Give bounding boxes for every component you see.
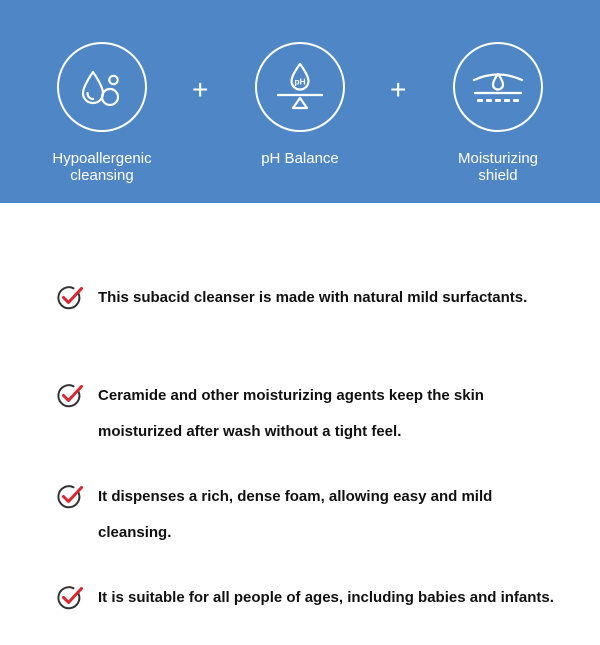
- plus-separator: +: [192, 74, 209, 105]
- benefit-text: Ceramide and other moisturizing agents keep the skin moisturized after wash without a tight feel.: [98, 387, 484, 440]
- feature-label: pH Balance: [261, 150, 339, 167]
- benefit-item: [56, 584, 576, 616]
- feature-circle: [255, 42, 345, 132]
- check-circle-icon: [56, 284, 84, 312]
- feature-circle: [453, 42, 543, 132]
- svg-text:pH: pH: [294, 76, 306, 87]
- feature-hypoallergenic: [27, 42, 177, 184]
- feature-ph-balance: [225, 42, 375, 167]
- water-drops-icon: [75, 60, 129, 114]
- ph-balance-icon: [270, 57, 330, 117]
- benefit-text: It is suitable for all people of ages, including babies and infants.: [98, 589, 554, 606]
- benefit-item: [56, 483, 576, 551]
- feature-label: Hypoallergenic cleansing: [52, 150, 152, 184]
- feature-banner: [0, 0, 600, 203]
- benefit-text: It dispenses a rich, dense foam, allowing easy and mild cleansing.: [98, 488, 493, 541]
- benefit-item: [56, 284, 576, 316]
- check-circle-icon: [56, 382, 84, 410]
- plus-separator: +: [390, 74, 407, 105]
- check-circle-icon: [56, 483, 84, 511]
- feature-circle: [57, 42, 147, 132]
- benefit-text: This subacid cleanser is made with natural mild surfactants.: [98, 289, 528, 306]
- check-circle-icon: [56, 584, 84, 612]
- feature-moisturizing-shield: [423, 42, 573, 184]
- moisture-shield-icon: [467, 56, 529, 118]
- feature-label: Moisturizing shield: [457, 150, 539, 184]
- benefit-item: [56, 382, 576, 450]
